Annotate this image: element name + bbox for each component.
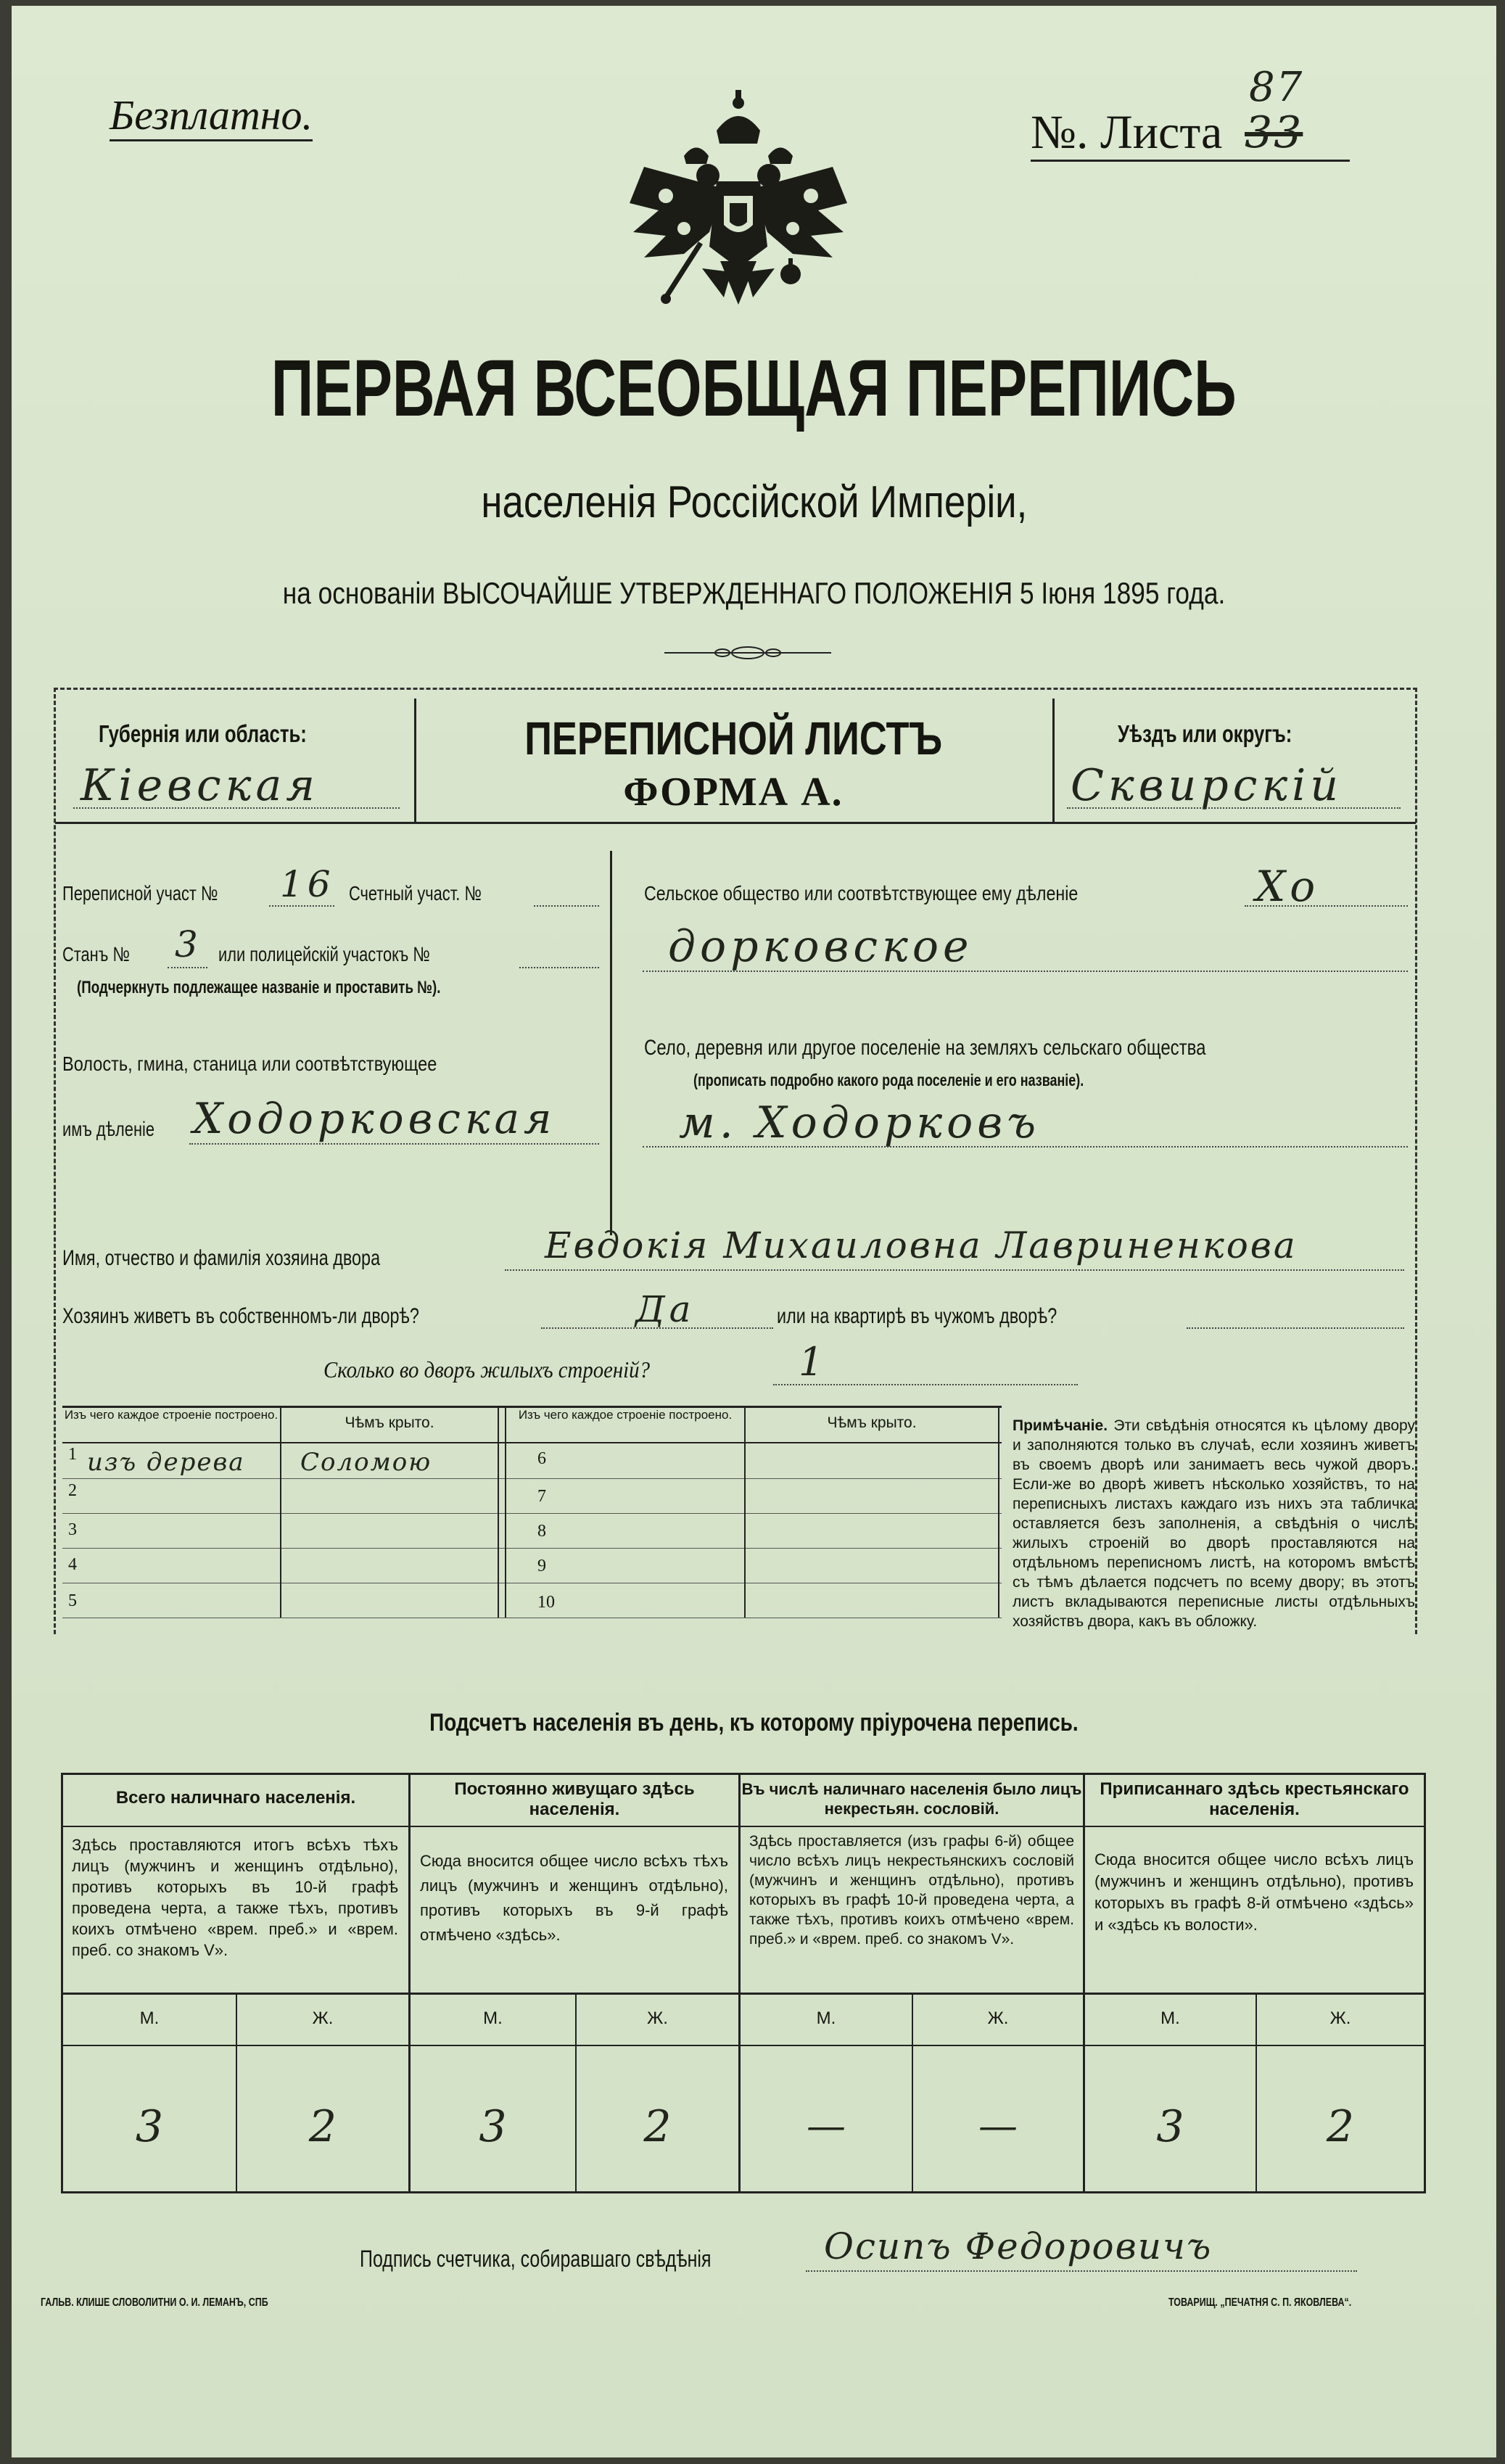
- owner-name-value[interactable]: Евдокія Михаиловна Лавриненкова: [545, 1224, 1298, 1266]
- population-f-label: Ж.: [1329, 2008, 1351, 2028]
- footer-right-imprint: ТОВАРИЩ. „ПЕЧАТНЯ С. П. ЯКОВЛЕВА“.: [1168, 2296, 1352, 2309]
- census-section-dotline: [269, 905, 334, 907]
- population-f-label: Ж.: [647, 2008, 668, 2028]
- population-heading: Подсчетъ населенія въ день, къ которому пріурочена перепись.: [429, 1709, 1079, 1736]
- note-block: [1013, 1416, 1415, 1631]
- owner-lives-label: Хозяинъ живетъ въ собственномъ-ли дворѣ?: [62, 1304, 419, 1328]
- volost-label-line1: Волость, гмина, станица или соотвѣтствующее: [62, 1052, 437, 1075]
- census-section-label: Переписной участ №: [62, 882, 218, 905]
- note-text: Эти свѣдѣнія относятся къ цѣлому двору и заполняются только въ случаѣ, если хозяинъ живетъ въ своемъ дворѣ или занимаетъ весь чужой дворъ. Если-же во дворѣ живетъ нѣсколько хозяйствъ, то на переписныхъ листахъ каждаго изъ нихъ эта табличка оставляется безъ заполненія, а свѣдѣнія о числѣ жилыхъ строеній во дворѣ проставляются на отдѣльномъ переписномъ листѣ, на которомъ вмѣстѣ съ тѣмъ дѣлается подсчетъ по всему двору; въ этотъ листъ вкладываются переписные листы отдѣльныхъ хозяйствъ двора, какъ въ обложку.: [1013, 1417, 1415, 1630]
- table-row: [537, 1449, 546, 1469]
- owner-apartment-label: или на квартирѣ въ чужомъ дворѣ?: [777, 1304, 1057, 1328]
- society-label: Сельское общество или соотвѣтствующее ему дѣленіе: [644, 882, 1079, 905]
- sheet-number-handwritten-value: 87: [1249, 64, 1304, 111]
- row-number: 4: [68, 1555, 77, 1574]
- form-title: ПЕРЕПИСНОЙ ЛИСТЪ: [524, 712, 942, 765]
- row-material[interactable]: изъ дерева: [87, 1448, 245, 1477]
- buildings-col-roof-2: Чѣмъ крыто.: [827, 1414, 917, 1431]
- owner-lives-dotline: [541, 1327, 773, 1329]
- buildings-count-value[interactable]: 1: [799, 1339, 828, 1385]
- population-f-value[interactable]: —: [978, 2103, 1018, 2148]
- count-section-label: Счетный участ. №: [349, 882, 482, 905]
- population-section-description: Здѣсь проставляется (изъ графы 6-й) общее число всѣхъ лицъ некрестьянскихъ сословій (мужчинъ и женщинъ отдѣльно), противъ которыхъ въ графѣ 10-й проведена черта, а также тѣхъ, противъ коихъ отмѣчено «врем. преб.» и «врем. преб. со знакомъ V».: [749, 1833, 1074, 1948]
- table-row: [537, 1593, 555, 1612]
- form-box-header-bottom: [55, 822, 1416, 824]
- population-section-title: Приписаннаго здѣсь крестьянскаго населенія.: [1100, 1779, 1409, 1819]
- population-section-title: Въ числѣ наличнаго населенія было лицъ некрестьян. сословій.: [741, 1780, 1082, 1818]
- society-value-line2[interactable]: дорковское: [668, 921, 973, 972]
- owner-lives-value[interactable]: Да: [635, 1288, 696, 1330]
- population-section-description: Сюда вносится общее число всѣхъ тѣхъ лицъ (мужчинъ и женщинъ отдѣльно), противъ которыхъ въ 9-й графѣ отмѣчено «здѣсь».: [420, 1852, 728, 1944]
- population-f-value[interactable]: 2: [1326, 2101, 1355, 2152]
- buildings-table: [62, 1406, 1002, 1652]
- population-m-value[interactable]: 3: [135, 2101, 164, 2152]
- signature-value[interactable]: Осипъ Федоровичъ: [824, 2225, 1213, 2267]
- stan-label: Станъ №: [62, 943, 130, 965]
- population-m-label: М.: [139, 2008, 160, 2028]
- society-value-line1[interactable]: Хо: [1255, 862, 1320, 911]
- society-dotline-1: [1245, 905, 1408, 907]
- population-section-description: Здѣсь проставляются итогъ всѣхъ тѣхъ лицъ (мужчинъ и женщинъ отдѣльно), противъ которыхъ въ 10-й графѣ проведена черта, а также тѣхъ, противъ коихъ отмѣчено «врем. преб.» и «врем. преб. со знакомъ V».: [72, 1836, 398, 1959]
- buildings-col-material: Изъ чего каждое строеніе построено.: [64, 1408, 279, 1422]
- table-row: [68, 1591, 77, 1611]
- police-label: или полицейскій участокъ №: [218, 943, 430, 965]
- gubernia-dotline: [73, 807, 400, 809]
- table-row: [537, 1557, 546, 1576]
- society-dotline-2: [643, 971, 1408, 972]
- table-row: [537, 1522, 546, 1541]
- row-number: 2: [68, 1481, 77, 1500]
- census-section-value[interactable]: 16: [280, 863, 335, 905]
- row-number: 3: [68, 1520, 77, 1539]
- owner-name-label: Имя, отчество и фамилія хозяина двора: [62, 1246, 381, 1270]
- fields-divider: [610, 851, 612, 1235]
- gubernia-label: Губернія или область:: [99, 720, 307, 747]
- volost-dotline: [189, 1143, 599, 1145]
- population-m-label: М.: [1160, 2008, 1180, 2028]
- population-section-description: Сюда вносится общее число всѣхъ лицъ (мужчинъ и женщинъ отдѣльно), противъ которыхъ въ графѣ 8-й отмѣчено «здѣсь» и «здѣсь къ волости».: [1094, 1850, 1414, 1934]
- free-label: Безплатно.: [110, 91, 313, 141]
- settlement-label: Село, деревня или другое поселеніе на земляхъ сельскаго общества: [644, 1036, 1206, 1060]
- page-title: ПЕРВАЯ ВСЕОБЩАЯ ПЕРЕПИСЬ: [271, 344, 1237, 433]
- population-section-title: Постоянно живущаго здѣсь населенія.: [454, 1779, 695, 1819]
- signature-label: Подпись счетчика, собиравшаго свѣдѣнія: [360, 2246, 712, 2272]
- population-f-value[interactable]: 2: [308, 2101, 337, 2152]
- row-number: 8: [537, 1522, 546, 1541]
- population-m-label: М.: [483, 2008, 503, 2028]
- row-roof[interactable]: Соломою: [300, 1448, 432, 1477]
- census-sheet: [12, 6, 1496, 2457]
- population-m-label: М.: [816, 2008, 836, 2028]
- underline-hint: (Подчеркнуть подлежащее названіе и проставить №).: [77, 978, 441, 997]
- population-m-value[interactable]: 3: [479, 2101, 507, 2152]
- footer-left-imprint: ГАЛЬВ. КЛИШЕ СЛОВОЛИТНИ О. И. ЛЕМАНЪ, СПБ: [41, 2296, 268, 2309]
- table-row: [68, 1520, 77, 1540]
- legal-basis: на основаніи ВЫСОЧАЙШЕ УТВЕРЖДЕННАГО ПОЛОЖЕНІЯ 5 Іюня 1895 года.: [282, 576, 1226, 610]
- population-table: [61, 1773, 1426, 2193]
- buildings-col-material-2: Изъ чего каждое строеніе построено.: [518, 1408, 733, 1422]
- row-number: 9: [537, 1557, 546, 1575]
- buildings-count-label: Сколько во дворъ жилыхъ строеній?: [323, 1356, 650, 1383]
- volost-value[interactable]: Ходорковская: [193, 1094, 556, 1143]
- population-m-value[interactable]: —: [807, 2103, 846, 2148]
- row-number: 5: [68, 1591, 77, 1610]
- table-row: [68, 1481, 77, 1501]
- sheet-number-printed-value: 33: [1245, 107, 1303, 158]
- sheet-number-underline: [1031, 160, 1350, 162]
- note-title: Примѣчаніе.: [1013, 1417, 1108, 1434]
- buildings-count-dotline: [773, 1384, 1078, 1385]
- police-dotline: [519, 967, 599, 968]
- signature-dotline: [806, 2270, 1357, 2272]
- form-box-divider-right: [1052, 699, 1055, 822]
- buildings-col-roof: Чѣмъ крыто.: [345, 1414, 434, 1431]
- settlement-hint: (прописать подробно какого рода поселеніе и его названіе).: [693, 1071, 1084, 1089]
- imperial-eagle-emblem: [615, 87, 862, 323]
- population-f-label: Ж.: [312, 2008, 334, 2028]
- row-number: 10: [537, 1593, 555, 1612]
- settlement-dotline: [643, 1146, 1408, 1147]
- owner-apartment-dotline: [1187, 1327, 1404, 1329]
- population-m-value[interactable]: 3: [1156, 2101, 1184, 2152]
- stan-value[interactable]: 3: [175, 923, 202, 965]
- table-row: [537, 1487, 546, 1507]
- population-f-value[interactable]: 2: [643, 2101, 672, 2152]
- row-number: 6: [537, 1449, 546, 1468]
- gubernia-value[interactable]: Кіевская: [81, 760, 319, 811]
- row-number: 7: [537, 1487, 546, 1506]
- form-letter: ФОРМА А.: [623, 770, 844, 815]
- table-row: [68, 1443, 496, 1478]
- population-f-label: Ж.: [987, 2008, 1009, 2028]
- uezd-label: Уѣздъ или округъ:: [1118, 720, 1292, 747]
- stan-dotline: [168, 967, 207, 968]
- row-number: 1: [68, 1445, 77, 1464]
- page-subtitle: населенія Россійской Имперіи,: [481, 477, 1027, 527]
- settlement-value[interactable]: м. Ходорковъ: [679, 1097, 1041, 1148]
- population-section-title: Всего наличнаго населенія.: [115, 1788, 356, 1808]
- ornament-divider: [664, 644, 831, 662]
- uezd-dotline: [1067, 807, 1401, 809]
- count-section-dotline: [534, 905, 599, 907]
- table-row: [68, 1555, 77, 1575]
- sheet-number-label: №. Листа: [1031, 106, 1223, 159]
- uezd-value[interactable]: Сквирскій: [1071, 760, 1343, 811]
- owner-name-dotline: [505, 1269, 1404, 1271]
- volost-label-line2: имъ дѣленіе: [62, 1118, 155, 1140]
